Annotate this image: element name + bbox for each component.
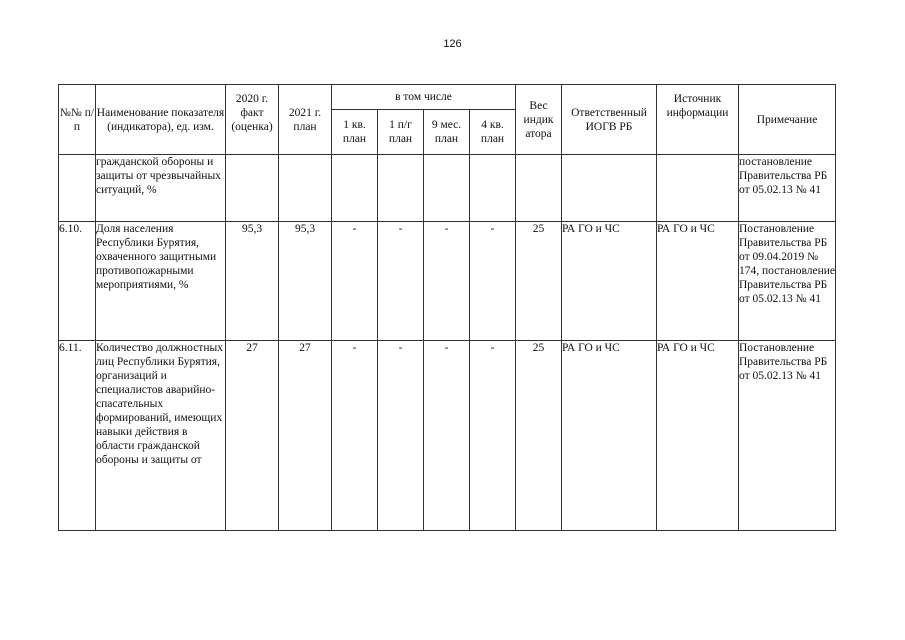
cell-q1: - xyxy=(332,222,378,341)
table-row xyxy=(59,222,836,341)
cell-source: РА ГО и ЧС xyxy=(657,222,739,341)
cell-responsible: РА ГО и ЧС xyxy=(562,222,657,341)
cell-fact-2020: 95,3 xyxy=(226,222,279,341)
cell-weight: 25 xyxy=(516,341,562,531)
cell-h1 xyxy=(378,155,424,222)
cell-q4 xyxy=(470,155,516,222)
cell-9m xyxy=(424,155,470,222)
cell-source: РА ГО и ЧС xyxy=(657,341,739,531)
cell-q4: - xyxy=(470,341,516,531)
indicators-table xyxy=(58,84,836,531)
cell-q1 xyxy=(332,155,378,222)
cell-q1: - xyxy=(332,341,378,531)
header-responsible: Ответственный ИОГВ РБ xyxy=(562,85,657,155)
header-name: Наименование показателя (индикатора), ед. изм. xyxy=(96,85,226,155)
cell-9m: - xyxy=(424,222,470,341)
cell-source xyxy=(657,155,739,222)
cell-plan-2021: 27 xyxy=(279,341,332,531)
cell-name: гражданской обороны и защиты от чрезвычайных ситуаций, % xyxy=(96,155,226,222)
cell-note: Постановление Правительства РБ от 09.04.2019 № 174, постановление Правительства РБ от 05.02.13 № 41 xyxy=(739,222,836,341)
cell-h1: - xyxy=(378,222,424,341)
cell-note: Постановление Правительства РБ от 05.02.13 № 41 xyxy=(739,341,836,531)
cell-fact-2020 xyxy=(226,155,279,222)
header-fact-2020: 2020 г. факт (оценка) xyxy=(226,85,279,155)
cell-name: Количество должностных лиц Республики Бурятия, организаций и специалистов аварийно-спасательных формирований, имеющих навыки действия в области гражданской обороны и защиты от xyxy=(96,341,226,531)
cell-plan-2021 xyxy=(279,155,332,222)
header-num: №№ п/п xyxy=(59,85,96,155)
cell-weight xyxy=(516,155,562,222)
table-row xyxy=(59,341,836,531)
header-9m: 9 мес. план xyxy=(424,110,470,155)
cell-responsible xyxy=(562,155,657,222)
cell-num: 6.11. xyxy=(59,341,96,531)
cell-9m: - xyxy=(424,341,470,531)
header-including: в том числе xyxy=(332,85,516,110)
cell-fact-2020: 27 xyxy=(226,341,279,531)
header-note: Примечание xyxy=(739,85,836,155)
header-weight: Вес индик атора xyxy=(516,85,562,155)
cell-q4: - xyxy=(470,222,516,341)
cell-name: Доля населения Республики Бурятия, охваченного защитными противопожарными мероприятиями, % xyxy=(96,222,226,341)
header-row-1 xyxy=(59,85,836,110)
cell-weight: 25 xyxy=(516,222,562,341)
table-row xyxy=(59,155,836,222)
page-number: 126 xyxy=(443,38,462,50)
cell-num: 6.10. xyxy=(59,222,96,341)
cell-h1: - xyxy=(378,341,424,531)
header-q1: 1 кв. план xyxy=(332,110,378,155)
header-h1: 1 п/г план xyxy=(378,110,424,155)
cell-plan-2021: 95,3 xyxy=(279,222,332,341)
cell-responsible: РА ГО и ЧС xyxy=(562,341,657,531)
header-q4: 4 кв. план xyxy=(470,110,516,155)
cell-note: постановление Правительства РБ от 05.02.13 № 41 xyxy=(739,155,836,222)
cell-num xyxy=(59,155,96,222)
header-plan-2021: 2021 г. план xyxy=(279,85,332,155)
header-source: Источник информации xyxy=(657,85,739,155)
